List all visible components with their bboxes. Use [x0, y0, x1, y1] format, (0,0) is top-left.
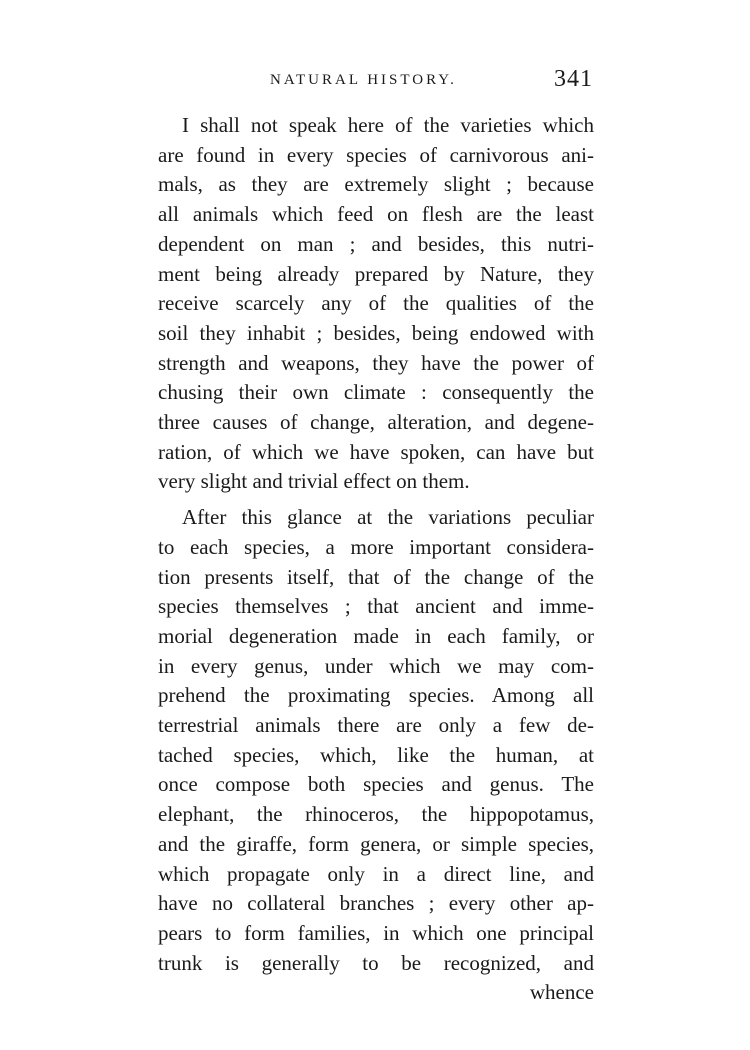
text-line: trunk is generally to be recognized, and	[158, 950, 594, 975]
text-line: strength and weapons, they have the power of	[158, 350, 594, 375]
text-line: soil they inhabit ; besides, being endowed with	[158, 320, 594, 345]
text-line: three causes of change, alteration, and degene-	[158, 410, 594, 435]
paragraph-2	[158, 503, 594, 978]
text-line: receive scarcely any of the qualities of the	[158, 291, 594, 316]
text-line: have no collateral branches ; every other ap-	[158, 891, 594, 916]
paragraph-1	[158, 111, 594, 497]
text-line: very slight and trivial effect on them.	[158, 469, 470, 494]
text-line: species themselves ; that ancient and imme-	[158, 594, 594, 619]
catchword: whence	[529, 980, 594, 1005]
page-number: 341	[554, 66, 593, 92]
text-line: all animals which feed on flesh are the least	[158, 202, 594, 227]
text-line: terrestrial animals there are only a few de-	[158, 713, 594, 738]
text-line: which propagate only in a direct line, and	[158, 861, 594, 886]
text-line: prehend the proximating species. Among all	[158, 683, 594, 708]
text-line: dependent on man ; and besides, this nutri-	[158, 231, 594, 256]
text-line: and the giraffe, form genera, or simple species,	[158, 831, 594, 856]
text-line: tached species, which, like the human, at	[158, 742, 594, 767]
text-line: tion presents itself, that of the change of the	[158, 564, 594, 589]
running-head: NATURAL HISTORY.	[270, 72, 457, 88]
text-line: mals, as they are extremely slight ; because	[158, 172, 594, 197]
text-line: ment being already prepared by Nature, they	[158, 261, 594, 286]
text-line: chusing their own climate : consequently the	[158, 380, 594, 405]
text-line: are found in every species of carnivorous ani-	[158, 142, 594, 167]
body-text	[158, 111, 594, 1008]
text-line: ration, of which we have spoken, can have but	[158, 439, 594, 464]
text-line: in every genus, under which we may com-	[158, 653, 594, 678]
text-line: morial degeneration made in each family, or	[158, 623, 594, 648]
text-line: once compose both species and genus. The	[158, 772, 594, 797]
text-line: elephant, the rhinoceros, the hippopotamus,	[158, 802, 594, 827]
text-line: After this glance at the variations peculiar	[182, 505, 594, 530]
text-line: I shall not speak here of the varieties which	[182, 113, 594, 137]
text-line: pears to form families, in which one principal	[158, 920, 594, 945]
text-line: to each species, a more important considera-	[158, 534, 594, 559]
